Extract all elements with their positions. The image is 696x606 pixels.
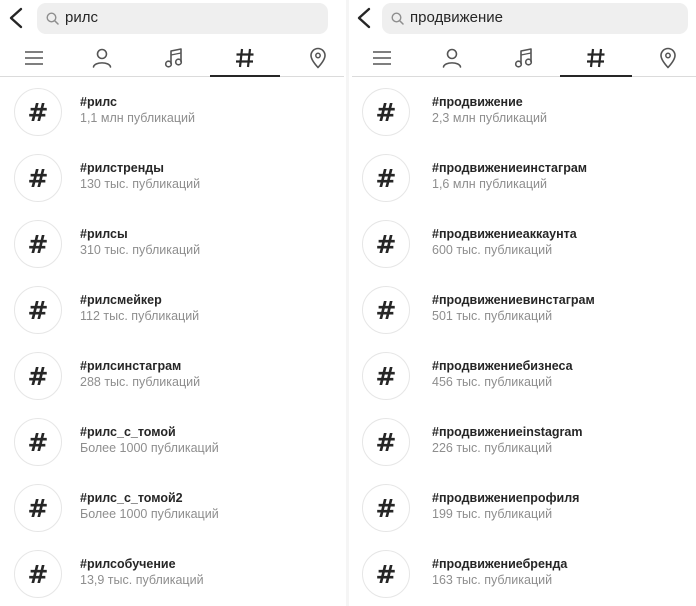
account-icon [91, 47, 113, 69]
hashtag-avatar-icon: # [362, 88, 410, 136]
hashtag-avatar-icon: # [362, 286, 410, 334]
hashtag-name: #рилсинстаграм [80, 359, 182, 373]
post-count: 288 тыс. публикаций [80, 375, 201, 389]
hashtag-avatar-icon: # [14, 286, 62, 334]
hashtag-avatar-icon: # [362, 418, 410, 466]
hashtag-row[interactable] [0, 414, 344, 480]
post-count: 199 тыс. публикаций [432, 507, 553, 521]
tab-top[interactable] [362, 40, 402, 76]
hashtag-row[interactable] [352, 84, 696, 150]
hashtag-row[interactable] [0, 150, 344, 216]
search-query-text: продвижение [410, 9, 503, 26]
search-icon [46, 12, 59, 25]
search-panel-reels [0, 0, 344, 606]
back-arrow-icon[interactable] [354, 5, 376, 31]
tab-accounts[interactable] [432, 40, 472, 76]
search-icon [391, 12, 404, 25]
hashtag-name: #продвижениебренда [432, 557, 568, 571]
hashtag-avatar-icon: # [14, 550, 62, 598]
hashtag-avatar-icon: # [14, 88, 62, 136]
hashtag-avatar-icon: # [362, 154, 410, 202]
search-header [0, 0, 344, 38]
hashtag-row[interactable] [352, 414, 696, 480]
hashtag-name: #продвижениеinstagram [432, 425, 583, 439]
hashtag-row[interactable] [0, 282, 344, 348]
hashtag-avatar-icon: # [14, 220, 62, 268]
post-count: 501 тыс. публикаций [432, 309, 553, 323]
post-count: 2,3 млн публикаций [432, 111, 547, 125]
search-input[interactable] [382, 3, 688, 34]
hashtag-row[interactable] [0, 480, 344, 546]
location-icon [659, 47, 677, 69]
tab-top[interactable] [14, 40, 54, 76]
hashtag-avatar-icon: # [14, 418, 62, 466]
search-header [352, 0, 696, 38]
hashtag-name: #рилсмейкер [80, 293, 162, 307]
post-count: Более 1000 публикаций [80, 507, 219, 521]
hashtag-avatar-icon: # [362, 484, 410, 532]
hashtag-name: #рилсобучение [80, 557, 176, 571]
hashtag-row[interactable] [352, 216, 696, 282]
hashtag-name: #продвижениепрофиля [432, 491, 580, 505]
hashtag-icon [234, 47, 256, 69]
post-count: 112 тыс. публикаций [80, 309, 200, 323]
hashtag-row[interactable] [352, 150, 696, 216]
hashtag-row[interactable] [352, 348, 696, 414]
post-count: 456 тыс. публикаций [432, 375, 553, 389]
post-count: 310 тыс. публикаций [80, 243, 201, 257]
hashtag-name: #продвижениебизнеса [432, 359, 573, 373]
tab-accounts[interactable] [82, 40, 122, 76]
back-arrow-icon[interactable] [6, 5, 28, 31]
hashtag-icon [585, 47, 607, 69]
location-icon [309, 47, 327, 69]
hashtag-name: #рилс_с_томой2 [80, 491, 183, 505]
menu-icon [24, 50, 44, 66]
hashtag-name: #рилс_с_томой [80, 425, 176, 439]
hashtag-avatar-icon: # [362, 220, 410, 268]
post-count: 226 тыс. публикаций [432, 441, 553, 455]
hashtag-name: #продвижениеинстаграм [432, 161, 588, 175]
hashtag-avatar-icon: # [14, 154, 62, 202]
hashtag-results-list [352, 84, 696, 606]
tab-tags[interactable] [210, 40, 280, 76]
hashtag-row[interactable] [352, 480, 696, 546]
post-count: 1,6 млн публикаций [432, 177, 547, 191]
menu-icon [372, 50, 392, 66]
post-count: 1,1 млн публикаций [80, 111, 195, 125]
search-panel-promotion [352, 0, 696, 606]
panel-divider [346, 0, 349, 606]
search-tabs [0, 40, 344, 77]
hashtag-row[interactable] [0, 84, 344, 150]
post-count: Более 1000 публикаций [80, 441, 219, 455]
hashtag-row[interactable] [352, 546, 696, 606]
hashtag-row[interactable] [0, 546, 344, 606]
tab-places[interactable] [650, 40, 686, 76]
search-query-text: рилс [65, 9, 98, 26]
hashtag-row[interactable] [0, 348, 344, 414]
hashtag-avatar-icon: # [14, 484, 62, 532]
hashtag-name: #рилсы [80, 227, 128, 241]
hashtag-avatar-icon: # [14, 352, 62, 400]
tab-audio[interactable] [154, 40, 194, 76]
hashtag-name: #рилстренды [80, 161, 164, 175]
hashtag-name: #рилс [80, 95, 117, 109]
search-tabs [352, 40, 696, 77]
post-count: 600 тыс. публикаций [432, 243, 553, 257]
search-input[interactable] [37, 3, 328, 34]
hashtag-row[interactable] [352, 282, 696, 348]
audio-icon [514, 47, 534, 69]
hashtag-results-list [0, 84, 344, 606]
hashtag-name: #продвижение [432, 95, 523, 109]
post-count: 13,9 тыс. публикаций [80, 573, 204, 587]
post-count: 163 тыс. публикаций [432, 573, 553, 587]
tab-places[interactable] [300, 40, 336, 76]
post-count: 130 тыс. публикаций [80, 177, 201, 191]
account-icon [441, 47, 463, 69]
tab-audio[interactable] [504, 40, 544, 76]
hashtag-row[interactable] [0, 216, 344, 282]
audio-icon [164, 47, 184, 69]
hashtag-avatar-icon: # [362, 352, 410, 400]
tab-tags[interactable] [560, 40, 632, 76]
hashtag-name: #продвижениеаккаунта [432, 227, 577, 241]
hashtag-avatar-icon: # [362, 550, 410, 598]
hashtag-name: #продвижениевинстаграм [432, 293, 595, 307]
